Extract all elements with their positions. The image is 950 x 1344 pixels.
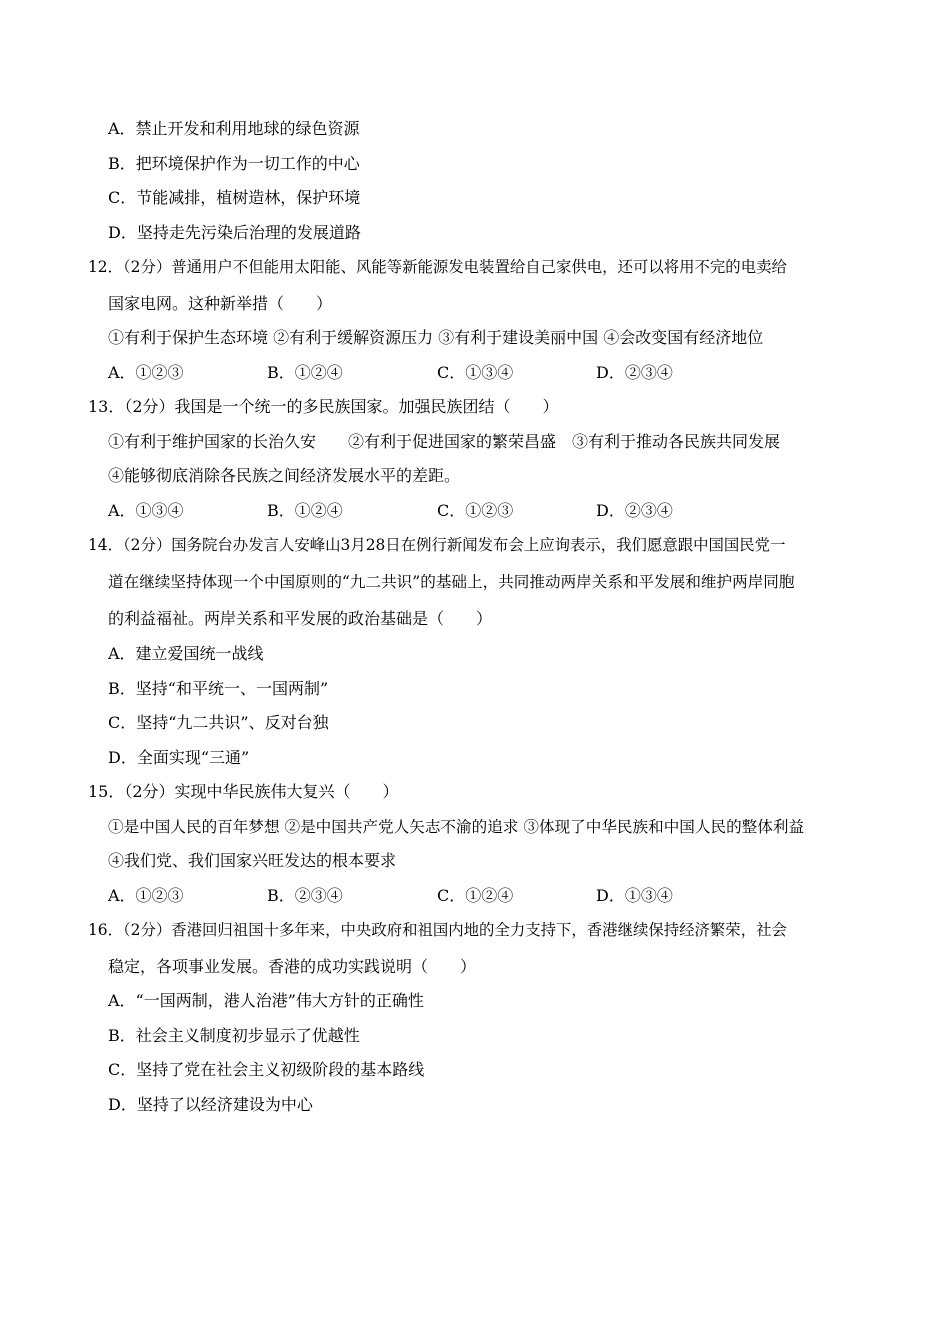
- q14-stem-line-1: 14．（2分）国务院台办发言人安峰山3月28日在例行新闻发布会上应询表示，我们愿意跟中国国民党一: [88, 536, 786, 554]
- q11-option-d: D．坚持走先污染后治理的发展道路: [108, 223, 361, 242]
- q11-option-b: B．把环境保护作为一切工作的中心: [108, 154, 360, 173]
- q16-option-c: C．坚持了党在社会主义初级阶段的基本路线: [108, 1060, 425, 1079]
- q14-option-b: B．坚持“和平统一、一国两制”: [108, 679, 329, 698]
- q15-option-c: C．①②④: [437, 886, 514, 905]
- q12-stem-line-1: 12．（2分）普通用户不但能用太阳能、风能等新能源发电装置给自己家供电，还可以将用不完的电卖给: [88, 258, 787, 276]
- q12-option-d: D．②③④: [596, 363, 673, 382]
- q12-option-a: A．①②③: [108, 363, 184, 382]
- q11-option-c: C．节能减排，植树造林，保护环境: [108, 188, 361, 207]
- q15-option-a: A．①②③: [108, 886, 184, 905]
- q12-stem-line-2: 国家电网。这种新举措（ ）: [108, 294, 333, 313]
- q12-options: [0, 363, 950, 383]
- q16-option-b: B．社会主义制度初步显示了优越性: [108, 1026, 360, 1045]
- q15-stem: 15．（2分）实现中华民族伟大复兴（ ）: [88, 782, 399, 801]
- q16-stem-line-1: 16．（2分）香港回归祖国十多年来，中央政府和祖国内地的全力支持下，香港继续保持经济繁荣，社会: [88, 921, 787, 939]
- q15-options: [0, 886, 950, 906]
- q15-option-d: D．①③④: [596, 886, 673, 905]
- q14-option-d: D．全面实现“三通”: [108, 748, 250, 767]
- q16-option-d: D．坚持了以经济建设为中心: [108, 1095, 313, 1114]
- q12-option-c: C．①③④: [437, 363, 514, 382]
- q13-options: [0, 501, 950, 521]
- q12-option-b: B．①②④: [267, 363, 343, 382]
- q14-stem-line-2: 道在继续坚持体现一个中国原则的“九二共识”的基础上，共同推动两岸关系和平发展和维护两岸同胞: [108, 573, 795, 591]
- q13-statements-line-2: ④能够彻底消除各民族之间经济发展水平的差距。: [108, 466, 461, 485]
- q13-option-a: A．①③④: [108, 501, 184, 520]
- q16-option-a: A．“一国两制，港人治港”伟大方针的正确性: [108, 991, 424, 1010]
- q14-stem-line-3: 的利益福祉。两岸关系和平发展的政治基础是（ ）: [108, 609, 493, 628]
- q13-stem: 13．（2分）我国是一个统一的多民族国家。加强民族团结（ ）: [88, 397, 559, 416]
- q13-option-b: B．①②④: [267, 501, 343, 520]
- q13-statements-line-1: ①有利于维护国家的长治久安 ②有利于促进国家的繁荣昌盛 ③有利于推动各民族共同发展: [108, 432, 781, 451]
- q15-statements-line-2: ④我们党、我们国家兴旺发达的根本要求: [108, 851, 397, 870]
- q15-option-b: B．②③④: [267, 886, 343, 905]
- q11-option-a: A．禁止开发和利用地球的绿色资源: [108, 119, 360, 138]
- q14-option-c: C．坚持“九二共识”、反对台独: [108, 713, 329, 732]
- q14-option-a: A．建立爱国统一战线: [108, 644, 264, 663]
- q13-option-c: C．①②③: [437, 501, 514, 520]
- q13-option-d: D．②③④: [596, 501, 673, 520]
- q15-statements-line-1: ①是中国人民的百年梦想 ②是中国共产党人矢志不渝的追求 ③体现了中华民族和中国人民的整体利益: [108, 818, 805, 836]
- q16-stem-line-2: 稳定，各项事业发展。香港的成功实践说明（ ）: [108, 957, 477, 976]
- q12-statements: ①有利于保护生态环境 ②有利于缓解资源压力 ③有利于建设美丽中国 ④会改变国有经济地位: [108, 328, 764, 347]
